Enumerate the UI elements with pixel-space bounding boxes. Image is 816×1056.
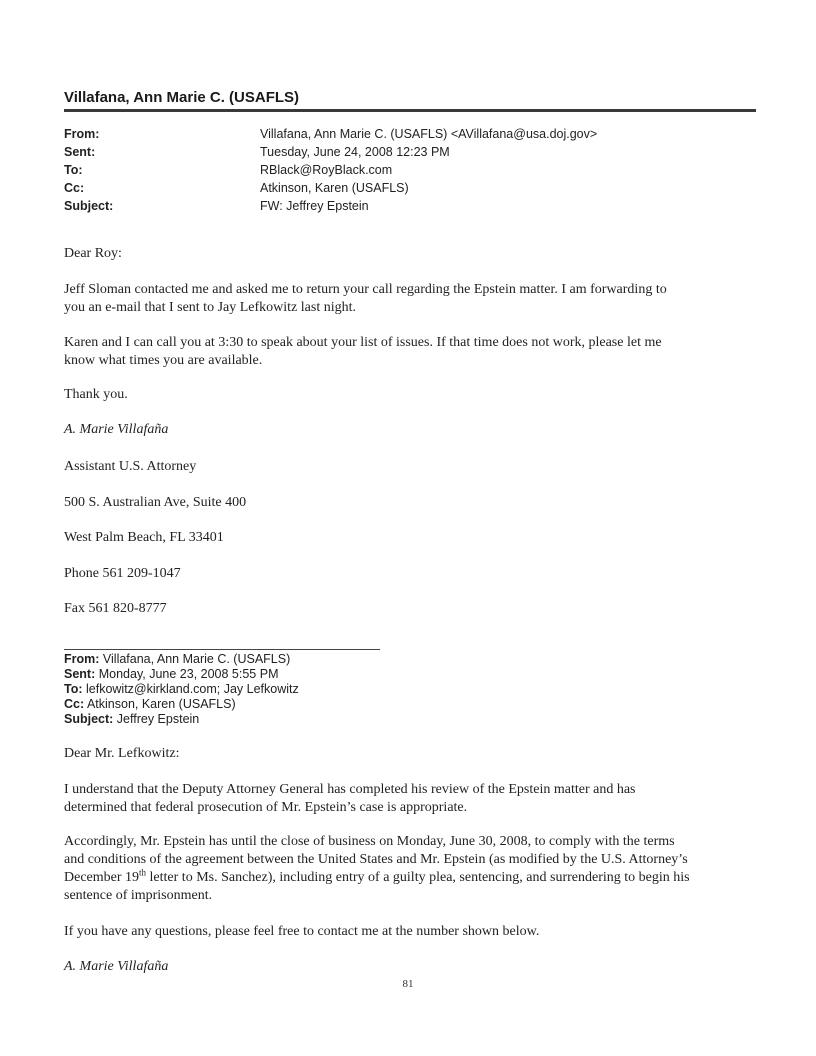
header-label: Sent: bbox=[64, 145, 96, 159]
header-label: To: bbox=[64, 163, 83, 177]
header-value: Villafana, Ann Marie C. (USAFLS) bbox=[102, 652, 291, 666]
text-line: and conditions of the agreement between the United States and Mr. Epstein (as modified by the U.S. Attorney’s bbox=[64, 852, 688, 867]
heading-rule bbox=[64, 109, 756, 112]
text-line: know what times you are available. bbox=[64, 353, 263, 368]
header-value: RBlack@RoyBlack.com bbox=[260, 163, 393, 177]
header-value: Monday, June 23, 2008 5:55 PM bbox=[98, 667, 279, 681]
text-line: determined that federal prosecution of Mr. Epstein’s case is appropriate. bbox=[64, 800, 468, 815]
header-label: Cc: bbox=[64, 181, 85, 195]
greeting: Dear Roy: bbox=[64, 246, 122, 261]
text-line: you an e-mail that I sent to Jay Lefkowitz last night. bbox=[64, 300, 356, 315]
header-row-subject bbox=[64, 199, 764, 217]
sender-name-heading: Villafana, Ann Marie C. (USAFLS) bbox=[64, 89, 300, 106]
header-row-from bbox=[64, 127, 764, 145]
text-line: I understand that the Deputy Attorney General has completed his review of the Epstein matter and has bbox=[64, 782, 636, 797]
header-value: Jeffrey Epstein bbox=[116, 712, 200, 726]
header-row-sent bbox=[64, 145, 764, 163]
header-label: To: bbox=[64, 682, 83, 696]
header-value: Tuesday, June 24, 2008 12:23 PM bbox=[260, 145, 450, 159]
signature-phone: Phone 561 209-1047 bbox=[64, 566, 181, 581]
signature-name: A. Marie Villafaña bbox=[64, 422, 169, 437]
forwarded-paragraph-3: If you have any questions, please feel free to contact me at the number shown below. bbox=[64, 924, 540, 939]
header-label: Sent: bbox=[64, 667, 96, 681]
thanks-line: Thank you. bbox=[64, 387, 128, 402]
header-label: From: bbox=[64, 652, 100, 666]
header-label: From: bbox=[64, 127, 100, 141]
forwarded-header-from bbox=[64, 652, 664, 667]
text-segment: letter to Ms. Sanchez), including entry of a guilty plea, sentencing, and surrendering to begin his bbox=[146, 870, 690, 885]
text-line bbox=[64, 869, 754, 887]
text-line: Karen and I can call you at 3:30 to speak about your list of issues. If that time does not work, please let me bbox=[64, 335, 662, 350]
signature-address-1: 500 S. Australian Ave, Suite 400 bbox=[64, 495, 247, 510]
forwarded-paragraph-2 bbox=[64, 833, 754, 905]
forwarded-greeting: Dear Mr. Lefkowitz: bbox=[64, 746, 180, 761]
text-line: Accordingly, Mr. Epstein has until the close of business on Monday, June 30, 2008, to comply with the terms bbox=[64, 834, 675, 849]
forwarded-header-subject bbox=[64, 712, 664, 727]
header-label: Subject: bbox=[64, 199, 114, 213]
text-line: Jeff Sloman contacted me and asked me to return your call regarding the Epstein matter. I am forwarding to bbox=[64, 282, 667, 297]
body-paragraph-2 bbox=[64, 334, 754, 370]
header-value: Atkinson, Karen (USAFLS) bbox=[86, 697, 236, 711]
page-number: 81 bbox=[402, 978, 414, 990]
header-label: Cc: bbox=[64, 697, 85, 711]
text-line: sentence of imprisonment. bbox=[64, 888, 213, 903]
header-value: lefkowitz@kirkland.com; Jay Lefkowitz bbox=[86, 682, 299, 696]
text-segment: December 19 bbox=[64, 870, 140, 885]
signature-address-2: West Palm Beach, FL 33401 bbox=[64, 530, 224, 545]
forwarded-header-sent bbox=[64, 667, 664, 682]
forwarded-header-to bbox=[64, 682, 664, 697]
header-value: Atkinson, Karen (USAFLS) bbox=[260, 181, 409, 195]
forwarded-paragraph-1 bbox=[64, 781, 754, 817]
signature-title: Assistant U.S. Attorney bbox=[64, 459, 197, 474]
forwarded-signature: A. Marie Villafaña bbox=[64, 959, 169, 974]
body-paragraph-1 bbox=[64, 281, 754, 317]
header-row-to bbox=[64, 163, 764, 181]
signature-fax: Fax 561 820-8777 bbox=[64, 601, 167, 616]
forwarded-header-cc bbox=[64, 697, 664, 712]
superscript: th bbox=[139, 867, 147, 878]
header-row-cc bbox=[64, 181, 764, 199]
header-value: Villafana, Ann Marie C. (USAFLS) <AVillafana@usa.doj.gov> bbox=[260, 127, 598, 141]
forward-separator bbox=[64, 649, 380, 650]
header-value: FW: Jeffrey Epstein bbox=[260, 199, 369, 213]
header-label: Subject: bbox=[64, 712, 114, 726]
